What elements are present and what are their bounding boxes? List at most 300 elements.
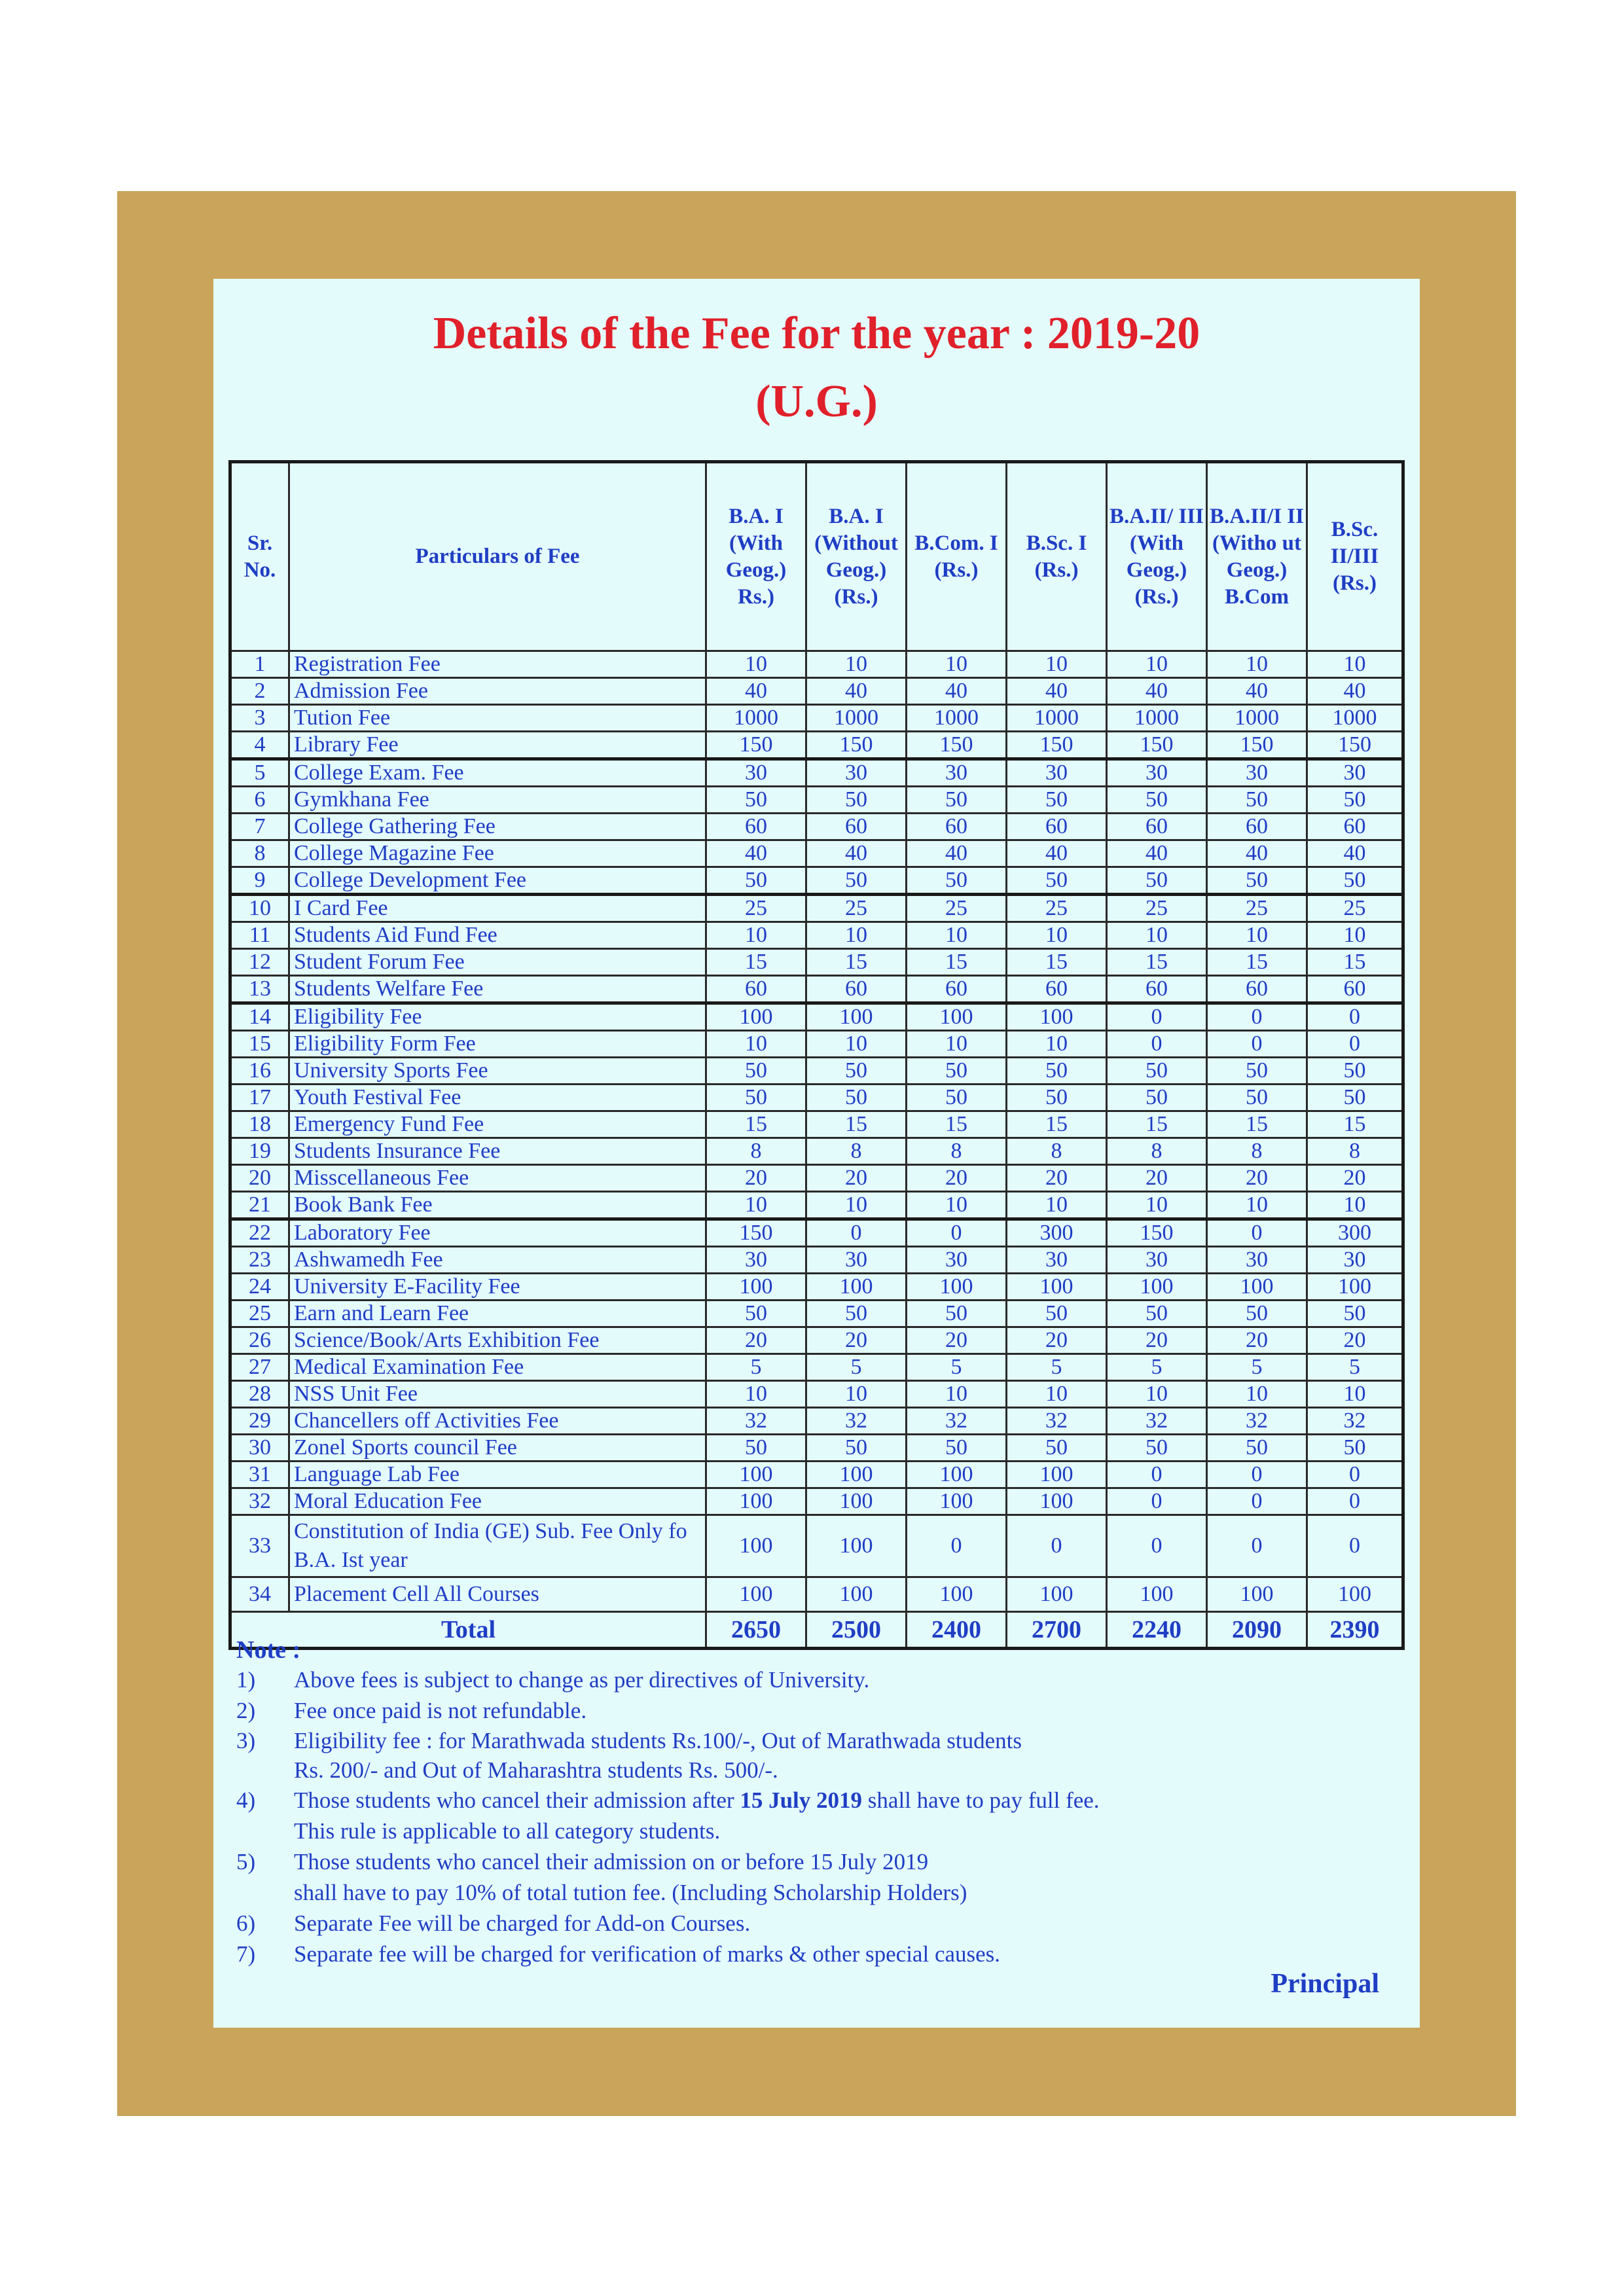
note-number: 6)	[236, 1910, 256, 1936]
fee-amount-cell: 10	[1107, 922, 1207, 949]
sr-no-cell: 18	[230, 1111, 289, 1138]
fee-amount-cell: 40	[706, 678, 806, 705]
fee-amount-cell: 25	[806, 895, 907, 922]
sr-no-cell: 23	[230, 1247, 289, 1274]
sr-no-cell: 12	[230, 949, 289, 976]
fee-amount-cell: 100	[907, 1462, 1007, 1488]
fee-amount-cell: 50	[1307, 787, 1403, 814]
table-row	[230, 1354, 1403, 1381]
fee-amount-cell: 40	[907, 678, 1007, 705]
table-row	[230, 759, 1403, 787]
fee-amount-cell: 25	[1207, 895, 1307, 922]
fee-amount-cell: 50	[907, 1085, 1007, 1111]
note-text: Eligibility fee : for Marathwada students Rs.100/-, Out of Marathwada students Rs. 200/- and Out of Maharashtra students Rs. 500/-.	[294, 1728, 1022, 1783]
fee-amount-cell: 20	[1007, 1165, 1107, 1192]
fee-amount-cell: 30	[1307, 759, 1403, 787]
fee-amount-cell: 10	[1007, 651, 1107, 678]
fee-table-body	[230, 651, 1403, 1649]
fee-amount-cell: 32	[1107, 1408, 1207, 1435]
fee-amount-cell: 100	[1007, 1577, 1107, 1612]
fee-amount-cell: 0	[1207, 1462, 1307, 1488]
note-text-continuation: This rule is applicable to all category students.	[294, 1818, 721, 1844]
fee-amount-cell: 40	[706, 840, 806, 867]
fee-name-cell: Students Insurance Fee	[289, 1138, 706, 1165]
table-row	[230, 1300, 1403, 1327]
fee-name-cell: Gymkhana Fee	[289, 787, 706, 814]
fee-amount-cell: 15	[1307, 1111, 1403, 1138]
sr-no-cell: 19	[230, 1138, 289, 1165]
fee-amount-cell: 10	[907, 651, 1007, 678]
fee-amount-cell: 10	[706, 922, 806, 949]
fee-amount-cell: 100	[907, 1488, 1007, 1515]
total-amount-cell: 2650	[706, 1612, 806, 1649]
fee-name-cell: Constitution of India (GE) Sub. Fee Only fo B.A. Ist year	[289, 1515, 706, 1577]
fee-amount-cell: 30	[1207, 1247, 1307, 1274]
note-item	[236, 1785, 1401, 1846]
table-row	[230, 787, 1403, 814]
sr-no-cell: 25	[230, 1300, 289, 1327]
note-text: Above fees is subject to change as per directives of University.	[294, 1667, 870, 1693]
table-row	[230, 1381, 1403, 1408]
fee-amount-cell: 5	[806, 1354, 907, 1381]
fee-amount-cell: 0	[1107, 1488, 1207, 1515]
fee-amount-cell: 30	[1007, 759, 1107, 787]
fee-amount-cell: 300	[1007, 1219, 1107, 1247]
fee-amount-cell: 30	[706, 1247, 806, 1274]
fee-amount-cell: 10	[907, 1381, 1007, 1408]
header-ba1-with-geog: B.A. I (With Geog.) Rs.)	[706, 462, 806, 651]
sr-no-cell: 15	[230, 1031, 289, 1058]
header-bsc1: B.Sc. I (Rs.)	[1007, 462, 1107, 651]
note-number: 7)	[236, 1941, 256, 1967]
fee-amount-cell: 10	[1307, 922, 1403, 949]
table-row	[230, 1247, 1403, 1274]
fee-amount-cell: 50	[1207, 1085, 1307, 1111]
fee-amount-cell: 150	[806, 732, 907, 759]
fee-amount-cell: 8	[1207, 1138, 1307, 1165]
fee-amount-cell: 100	[907, 1274, 1007, 1300]
table-row	[230, 1408, 1403, 1435]
table-row	[230, 1219, 1403, 1247]
fee-name-cell: Library Fee	[289, 732, 706, 759]
note-text: Fee once paid is not refundable.	[294, 1698, 587, 1723]
sr-no-cell: 21	[230, 1192, 289, 1219]
fee-amount-cell: 20	[1307, 1165, 1403, 1192]
fee-amount-cell: 10	[1207, 922, 1307, 949]
fee-amount-cell: 20	[1307, 1327, 1403, 1354]
fee-amount-cell: 10	[907, 1031, 1007, 1058]
fee-amount-cell: 50	[1107, 1085, 1207, 1111]
note-item	[236, 1695, 1401, 1726]
sr-no-cell: 27	[230, 1354, 289, 1381]
fee-name-cell: Misscellaneous Fee	[289, 1165, 706, 1192]
fee-amount-cell: 150	[1107, 1219, 1207, 1247]
fee-amount-cell: 15	[1007, 949, 1107, 976]
table-row	[230, 922, 1403, 949]
fee-amount-cell: 32	[1007, 1408, 1107, 1435]
fee-amount-cell: 100	[806, 1488, 907, 1515]
fee-name-cell: Language Lab Fee	[289, 1462, 706, 1488]
fee-amount-cell: 100	[1007, 1488, 1107, 1515]
note-item	[236, 1664, 1401, 1695]
fee-amount-cell: 60	[1307, 976, 1403, 1003]
table-row	[230, 732, 1403, 759]
sr-no-cell: 13	[230, 976, 289, 1003]
fee-amount-cell: 20	[706, 1327, 806, 1354]
fee-amount-cell: 10	[1107, 651, 1207, 678]
note-date-emphasis: 15 July 2019	[740, 1787, 863, 1813]
sr-no-cell: 7	[230, 814, 289, 840]
fee-amount-cell: 50	[1107, 787, 1207, 814]
fee-amount-cell: 10	[1307, 1381, 1403, 1408]
fee-amount-cell: 5	[1107, 1354, 1207, 1381]
fee-amount-cell: 10	[806, 922, 907, 949]
fee-amount-cell: 30	[1207, 759, 1307, 787]
fee-amount-cell: 50	[1007, 1300, 1107, 1327]
fee-amount-cell: 0	[1107, 1515, 1207, 1577]
fee-amount-cell: 60	[907, 976, 1007, 1003]
fee-amount-cell: 8	[706, 1138, 806, 1165]
fee-amount-cell: 50	[1307, 1085, 1403, 1111]
note-text	[294, 1785, 1401, 1846]
fee-table	[228, 460, 1405, 1650]
fee-amount-cell: 1000	[1307, 705, 1403, 732]
fee-amount-cell: 5	[1207, 1354, 1307, 1381]
fee-name-cell: Students Aid Fund Fee	[289, 922, 706, 949]
fee-amount-cell: 100	[1007, 1274, 1107, 1300]
table-row	[230, 1515, 1403, 1577]
fee-amount-cell: 10	[1007, 1192, 1107, 1219]
note-text	[294, 1846, 1401, 1908]
fee-name-cell: Placement Cell All Courses	[289, 1577, 706, 1612]
fee-amount-cell: 8	[1107, 1138, 1207, 1165]
fee-amount-cell: 50	[806, 1300, 907, 1327]
fee-amount-cell: 50	[706, 1085, 806, 1111]
header-bsc2-3: B.Sc. II/III (Rs.)	[1307, 462, 1403, 651]
note-text-continuation: shall have to pay 10% of total tution fee. (Including Scholarship Holders)	[294, 1880, 967, 1905]
note-item	[236, 1908, 1401, 1939]
sr-no-cell: 33	[230, 1515, 289, 1577]
fee-amount-cell: 60	[806, 814, 907, 840]
fee-amount-cell: 50	[1307, 867, 1403, 895]
fee-amount-cell: 40	[1207, 678, 1307, 705]
fee-amount-cell: 10	[806, 1192, 907, 1219]
table-row	[230, 814, 1403, 840]
fee-amount-cell: 50	[1307, 1435, 1403, 1462]
fee-amount-cell: 10	[1007, 922, 1107, 949]
note-text-part: Those students who cancel their admission after	[294, 1787, 740, 1813]
fee-amount-cell: 50	[907, 1058, 1007, 1085]
fee-amount-cell: 10	[706, 1031, 806, 1058]
fee-amount-cell: 100	[1207, 1577, 1307, 1612]
fee-amount-cell: 60	[1207, 976, 1307, 1003]
fee-amount-cell: 20	[1107, 1327, 1207, 1354]
fee-amount-cell: 50	[1007, 1435, 1107, 1462]
fee-amount-cell: 5	[1307, 1354, 1403, 1381]
fee-amount-cell: 5	[706, 1354, 806, 1381]
fee-amount-cell: 40	[806, 678, 907, 705]
total-label: Total	[230, 1612, 706, 1649]
fee-amount-cell: 5	[907, 1354, 1007, 1381]
fee-amount-cell: 32	[806, 1408, 907, 1435]
fee-amount-cell: 1000	[1107, 705, 1207, 732]
fee-amount-cell: 50	[1007, 867, 1107, 895]
fee-amount-cell: 20	[907, 1327, 1007, 1354]
fee-amount-cell: 25	[1107, 895, 1207, 922]
fee-amount-cell: 60	[706, 976, 806, 1003]
fee-amount-cell: 15	[1107, 949, 1207, 976]
fee-amount-cell: 60	[1207, 814, 1307, 840]
fee-amount-cell: 50	[806, 1435, 907, 1462]
fee-amount-cell: 30	[806, 759, 907, 787]
fee-name-cell: Medical Examination Fee	[289, 1354, 706, 1381]
fee-amount-cell: 50	[706, 1058, 806, 1085]
fee-amount-cell: 20	[806, 1165, 907, 1192]
fee-amount-cell: 0	[1207, 1488, 1307, 1515]
fee-amount-cell: 1000	[1207, 705, 1307, 732]
sr-no-cell: 6	[230, 787, 289, 814]
total-amount-cell: 2500	[806, 1612, 907, 1649]
fee-name-cell: Laboratory Fee	[289, 1219, 706, 1247]
fee-amount-cell: 50	[907, 1300, 1007, 1327]
fee-amount-cell: 0	[907, 1515, 1007, 1577]
fee-amount-cell: 30	[907, 1247, 1007, 1274]
fee-amount-cell: 150	[1007, 732, 1107, 759]
fee-amount-cell: 60	[806, 976, 907, 1003]
fee-name-cell: Tution Fee	[289, 705, 706, 732]
fee-amount-cell: 15	[907, 949, 1007, 976]
fee-amount-cell: 60	[1007, 976, 1107, 1003]
total-amount-cell: 2400	[907, 1612, 1007, 1649]
sr-no-cell: 5	[230, 759, 289, 787]
fee-amount-cell: 50	[806, 1085, 907, 1111]
fee-amount-cell: 0	[1207, 1219, 1307, 1247]
note-item	[236, 1846, 1401, 1908]
note-item	[236, 1726, 1401, 1785]
fee-amount-cell: 100	[706, 1274, 806, 1300]
fee-amount-cell: 32	[706, 1408, 806, 1435]
table-header-row	[230, 462, 1403, 651]
fee-amount-cell: 8	[907, 1138, 1007, 1165]
fee-name-cell: Students Welfare Fee	[289, 976, 706, 1003]
fee-amount-cell: 40	[907, 840, 1007, 867]
header-bcom1: B.Com. I (Rs.)	[907, 462, 1007, 651]
notes-section	[236, 1636, 1401, 1969]
fee-amount-cell: 20	[1107, 1165, 1207, 1192]
fee-amount-cell: 20	[1207, 1327, 1307, 1354]
fee-amount-cell: 40	[1207, 840, 1307, 867]
fee-amount-cell: 40	[1107, 840, 1207, 867]
fee-name-cell: University Sports Fee	[289, 1058, 706, 1085]
fee-amount-cell: 0	[907, 1219, 1007, 1247]
sr-no-cell: 10	[230, 895, 289, 922]
fee-amount-cell: 20	[907, 1165, 1007, 1192]
table-row	[230, 976, 1403, 1003]
fee-amount-cell: 50	[806, 787, 907, 814]
fee-amount-cell: 15	[806, 949, 907, 976]
fee-amount-cell: 60	[1007, 814, 1107, 840]
fee-amount-cell: 20	[1007, 1327, 1107, 1354]
sr-no-cell: 28	[230, 1381, 289, 1408]
fee-amount-cell: 100	[907, 1003, 1007, 1031]
fee-name-cell: Emergency Fund Fee	[289, 1111, 706, 1138]
fee-amount-cell: 0	[1207, 1515, 1307, 1577]
fee-amount-cell: 15	[706, 949, 806, 976]
fee-amount-cell: 30	[806, 1247, 907, 1274]
fee-name-cell: Earn and Learn Fee	[289, 1300, 706, 1327]
sr-no-cell: 2	[230, 678, 289, 705]
sr-no-cell: 20	[230, 1165, 289, 1192]
sr-no-cell: 14	[230, 1003, 289, 1031]
fee-amount-cell: 10	[706, 1381, 806, 1408]
fee-amount-cell: 50	[706, 1435, 806, 1462]
fee-amount-cell: 10	[1107, 1381, 1207, 1408]
fee-amount-cell: 50	[706, 1300, 806, 1327]
fee-amount-cell: 10	[706, 1192, 806, 1219]
note-text-part: Those students who cancel their admission on or before 15 July 2019	[294, 1849, 929, 1874]
fee-amount-cell: 50	[1007, 1085, 1107, 1111]
table-row	[230, 1111, 1403, 1138]
fee-amount-cell: 0	[1207, 1031, 1307, 1058]
fee-amount-cell: 10	[907, 1192, 1007, 1219]
fee-name-cell: Student Forum Fee	[289, 949, 706, 976]
fee-amount-cell: 0	[1307, 1488, 1403, 1515]
table-row	[230, 1274, 1403, 1300]
fee-amount-cell: 100	[1207, 1274, 1307, 1300]
fee-amount-cell: 100	[1007, 1003, 1107, 1031]
total-amount-cell: 2090	[1207, 1612, 1307, 1649]
note-text: Separate fee will be charged for verification of marks & other special causes.	[294, 1941, 1001, 1967]
fee-amount-cell: 60	[1307, 814, 1403, 840]
fee-amount-cell: 50	[907, 867, 1007, 895]
sr-no-cell: 29	[230, 1408, 289, 1435]
note-number: 3)	[236, 1728, 256, 1753]
fee-amount-cell: 100	[806, 1515, 907, 1577]
sr-no-cell: 22	[230, 1219, 289, 1247]
fee-name-cell: Eligibility Fee	[289, 1003, 706, 1031]
fee-amount-cell: 10	[1007, 1031, 1107, 1058]
fee-amount-cell: 15	[806, 1111, 907, 1138]
fee-amount-cell: 60	[1107, 976, 1207, 1003]
fee-amount-cell: 300	[1307, 1219, 1403, 1247]
fee-name-cell: College Magazine Fee	[289, 840, 706, 867]
header-ba2-3-with-geog: B.A.II/ III (With Geog.) (Rs.)	[1107, 462, 1207, 651]
fee-amount-cell: 0	[1107, 1462, 1207, 1488]
fee-amount-cell: 100	[706, 1488, 806, 1515]
fee-amount-cell: 40	[1307, 840, 1403, 867]
fee-amount-cell: 0	[1307, 1462, 1403, 1488]
fee-amount-cell: 60	[1107, 814, 1207, 840]
fee-amount-cell: 100	[1107, 1274, 1207, 1300]
fee-amount-cell: 15	[1207, 1111, 1307, 1138]
fee-amount-cell: 100	[806, 1274, 907, 1300]
fee-amount-cell: 40	[1007, 678, 1107, 705]
fee-amount-cell: 5	[1007, 1354, 1107, 1381]
sr-no-cell: 3	[230, 705, 289, 732]
fee-amount-cell: 0	[806, 1219, 907, 1247]
fee-amount-cell: 0	[1307, 1515, 1403, 1577]
fee-amount-cell: 150	[1207, 732, 1307, 759]
fee-amount-cell: 1000	[907, 705, 1007, 732]
fee-amount-cell: 50	[1207, 787, 1307, 814]
table-row	[230, 1462, 1403, 1488]
fee-amount-cell: 40	[1007, 840, 1107, 867]
sr-no-cell: 17	[230, 1085, 289, 1111]
fee-amount-cell: 10	[806, 1381, 907, 1408]
fee-amount-cell: 60	[907, 814, 1007, 840]
fee-amount-cell: 50	[806, 1058, 907, 1085]
fee-amount-cell: 0	[1307, 1003, 1403, 1031]
sr-no-cell: 1	[230, 651, 289, 678]
note-text-part: shall have to pay full fee.	[862, 1787, 1100, 1813]
total-amount-cell: 2390	[1307, 1612, 1403, 1649]
sr-no-cell: 31	[230, 1462, 289, 1488]
sr-no-cell: 11	[230, 922, 289, 949]
fee-amount-cell: 50	[1007, 1058, 1107, 1085]
fee-amount-cell: 30	[1007, 1247, 1107, 1274]
fee-name-cell: Ashwamedh Fee	[289, 1247, 706, 1274]
fee-name-cell: Book Bank Fee	[289, 1192, 706, 1219]
fee-amount-cell: 15	[1107, 1111, 1207, 1138]
fee-name-cell: Registration Fee	[289, 651, 706, 678]
fee-name-cell: NSS Unit Fee	[289, 1381, 706, 1408]
fee-amount-cell: 50	[907, 787, 1007, 814]
fee-amount-cell: 10	[1007, 1381, 1107, 1408]
fee-amount-cell: 1000	[806, 705, 907, 732]
fee-amount-cell: 15	[1007, 1111, 1107, 1138]
fee-name-cell: University E-Facility Fee	[289, 1274, 706, 1300]
table-row	[230, 1435, 1403, 1462]
fee-amount-cell: 10	[1307, 651, 1403, 678]
fee-name-cell: College Gathering Fee	[289, 814, 706, 840]
note-number: 4)	[236, 1787, 256, 1813]
fee-amount-cell: 150	[706, 1219, 806, 1247]
fee-amount-cell: 0	[1007, 1515, 1107, 1577]
table-row	[230, 1165, 1403, 1192]
table-row	[230, 1138, 1403, 1165]
fee-amount-cell: 50	[1107, 867, 1207, 895]
fee-amount-cell: 150	[1307, 732, 1403, 759]
fee-amount-cell: 30	[907, 759, 1007, 787]
fee-amount-cell: 15	[907, 1111, 1007, 1138]
fee-amount-cell: 10	[806, 1031, 907, 1058]
fee-amount-cell: 100	[706, 1003, 806, 1031]
fee-amount-cell: 10	[806, 651, 907, 678]
fee-amount-cell: 50	[1107, 1300, 1207, 1327]
fee-name-cell: Youth Festival Fee	[289, 1085, 706, 1111]
header-sr-no: Sr. No.	[230, 462, 289, 651]
fee-name-cell: Moral Education Fee	[289, 1488, 706, 1515]
fee-amount-cell: 32	[1207, 1408, 1307, 1435]
fee-name-cell: Science/Book/Arts Exhibition Fee	[289, 1327, 706, 1354]
fee-amount-cell: 100	[1107, 1577, 1207, 1612]
fee-amount-cell: 32	[1307, 1408, 1403, 1435]
fee-amount-cell: 15	[706, 1111, 806, 1138]
fee-amount-cell: 15	[1207, 949, 1307, 976]
table-row	[230, 1003, 1403, 1031]
fee-amount-cell: 50	[1007, 787, 1107, 814]
header-ba2-3-without-geog-bcom: B.A.II/I II (Witho ut Geog.) B.Com	[1207, 462, 1307, 651]
fee-amount-cell: 50	[1207, 1058, 1307, 1085]
fee-amount-cell: 100	[806, 1577, 907, 1612]
fee-amount-cell: 10	[706, 651, 806, 678]
fee-amount-cell: 0	[1107, 1003, 1207, 1031]
page-title: Details of the Fee for the year : 2019-20	[433, 308, 1200, 359]
fee-amount-cell: 10	[1207, 651, 1307, 678]
table-row	[230, 1085, 1403, 1111]
sr-no-cell: 32	[230, 1488, 289, 1515]
fee-amount-cell: 15	[1307, 949, 1403, 976]
